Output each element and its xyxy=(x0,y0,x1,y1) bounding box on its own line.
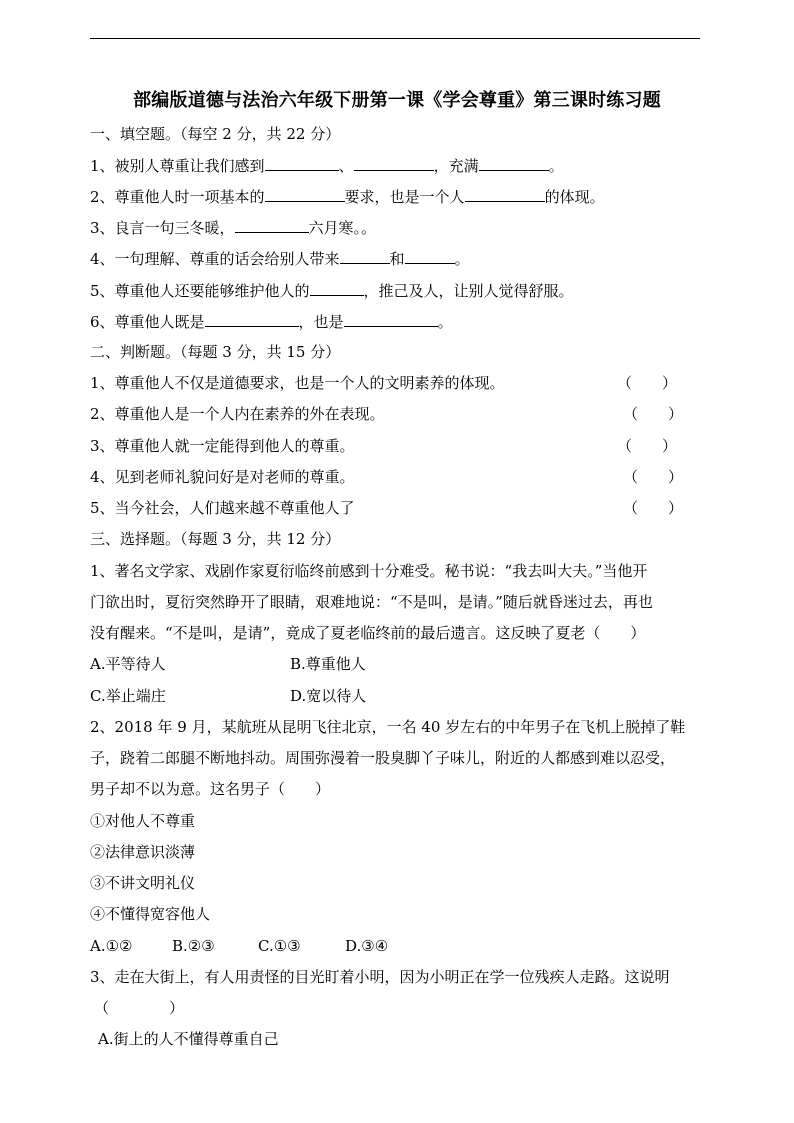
statement-3: ③不讲文明礼仪 xyxy=(90,874,196,892)
option-d[interactable]: D.宽以待人 xyxy=(290,687,367,705)
fill-question-6: 6、尊重他人既是 ，也是 。 xyxy=(90,313,453,331)
fill-question-2: 2、尊重他人时一项基本的 要求，也是一个人 的体现。 xyxy=(90,188,605,206)
option-c[interactable]: C.①③ xyxy=(258,937,301,955)
judge-question-1: 1、尊重他人不仅是道德要求，也是一个人的文明素养的体现。 xyxy=(90,374,505,392)
blank[interactable] xyxy=(310,280,364,296)
choice-question-1-line: 门欲出时，夏衍突然睁开了眼睛，艰难地说：“不是叫，是请。”随后就昏迷过去，再也 xyxy=(90,593,653,611)
fill-question-1: 1、被别人尊重让我们感到 、 ，充满 。 xyxy=(90,157,564,175)
section2-heading: 二、判断题。（每题 3 分，共 15 分） xyxy=(90,343,341,361)
statement-1: ①对他人不尊重 xyxy=(90,812,196,830)
fill-question-5: 5、尊重他人还要能够维护他人的 ，推己及人，让别人觉得舒服。 xyxy=(90,282,574,300)
judge-question-3: 3、尊重他人就一定能得到他人的尊重。 xyxy=(90,437,355,455)
choice-question-2-line: 2、2018 年 9 月，某航班从昆明飞往北京，一名 40 岁左右的中年男子在飞机上脱掉了鞋 xyxy=(90,718,686,736)
judge-question-2: 2、尊重他人是一个人内在素养的外在表现。 xyxy=(90,405,385,423)
answer-paren[interactable]: （ ） xyxy=(617,437,678,455)
choice-question-1-line: 1、著名文学家、戏剧作家夏衍临终前感到十分难受。秘书说：“我去叫大夫。”当他开 xyxy=(90,562,648,580)
choice-question-3-line: （ ） xyxy=(94,999,185,1017)
blank[interactable] xyxy=(465,186,545,202)
option-d[interactable]: D.③④ xyxy=(345,937,389,955)
statement-4: ④不懂得宽容他人 xyxy=(90,905,211,923)
blank[interactable] xyxy=(235,217,309,233)
judge-question-5: 5、当今社会，人们越来越不尊重他人了 xyxy=(90,499,355,517)
page-title: 部编版道德与法治六年级下册第一课《学会尊重》第三课时练习题 xyxy=(133,90,661,111)
choice-question-1-line: 没有醒来。“不是叫，是请”，竟成了夏老临终前的最后遗言。这反映了夏老（ ） xyxy=(90,624,646,642)
judge-question-4: 4、见到老师礼貌问好是对老师的尊重。 xyxy=(90,468,355,486)
section1-heading: 一、填空题。（每空 2 分，共 22 分） xyxy=(90,125,341,143)
statement-2: ②法律意识淡薄 xyxy=(90,843,196,861)
answer-paren[interactable]: （ ） xyxy=(617,374,678,392)
header-rule xyxy=(90,38,700,39)
option-a[interactable]: A.①② xyxy=(90,937,133,955)
choice-question-2-line: 子，跷着二郎腿不断地抖动。周围弥漫着一股臭脚丫子味儿，附近的人都感到难以忍受， xyxy=(90,749,676,767)
blank[interactable] xyxy=(265,186,345,202)
option-c[interactable]: C.举止端庄 xyxy=(90,687,166,705)
option-b[interactable]: B.尊重他人 xyxy=(290,655,366,673)
option-a[interactable]: A.街上的人不懂得尊重自己 xyxy=(98,1030,279,1048)
fill-question-3: 3、良言一句三冬暖， 六月寒。。 xyxy=(90,219,377,237)
choice-question-2-line: 男子却不以为意。这名男子（ ） xyxy=(90,780,331,798)
section3-heading: 三、选择题。（每题 3 分，共 12 分） xyxy=(90,530,341,548)
blank[interactable] xyxy=(265,155,339,171)
blank[interactable] xyxy=(340,248,390,264)
blank[interactable] xyxy=(405,248,455,264)
fill-question-4: 4、一句理解、尊重的话会给别人带来 和 。 xyxy=(90,250,470,268)
option-b[interactable]: B.②③ xyxy=(172,937,215,955)
option-a[interactable]: A.平等待人 xyxy=(90,655,166,673)
blank[interactable] xyxy=(344,311,438,327)
blank[interactable] xyxy=(354,155,434,171)
choice-question-3-line: 3、走在大街上，有人用责怪的目光盯着小明，因为小明正在学一位残疾人走路。这说明 xyxy=(90,968,670,986)
blank[interactable] xyxy=(205,311,299,327)
answer-paren[interactable]: （ ） xyxy=(623,405,684,423)
blank[interactable] xyxy=(479,155,549,171)
answer-paren[interactable]: （ ） xyxy=(623,468,684,486)
answer-paren[interactable]: （ ） xyxy=(623,499,684,517)
